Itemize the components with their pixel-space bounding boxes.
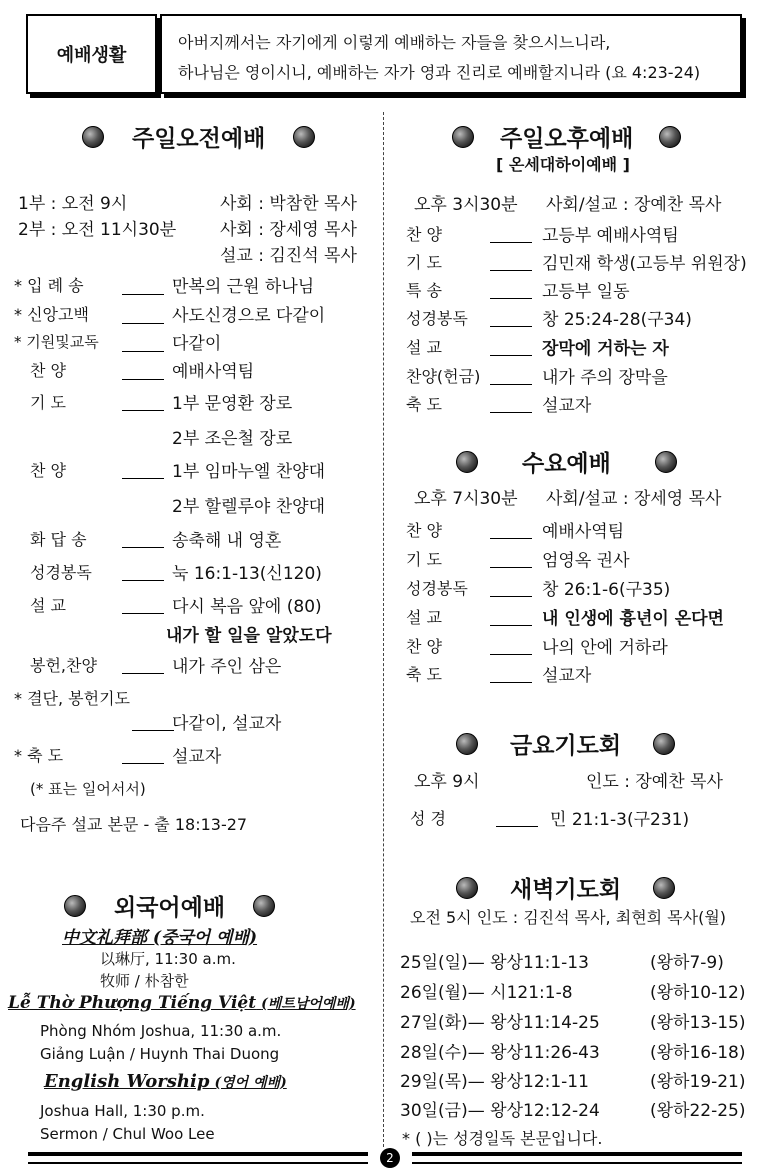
order-dash xyxy=(490,384,532,385)
dawn-title: 새벽기도회 xyxy=(456,871,675,904)
dawn-day: 29일(목)— 왕상12:1-11 xyxy=(400,1072,589,1092)
standing-note: (* 표는 일어서서) xyxy=(30,780,146,798)
english-pastor: Sermon / Chul Woo Lee xyxy=(40,1125,215,1143)
order-value: 예배사역팀 xyxy=(542,522,625,542)
order-label: 찬 양 xyxy=(30,461,66,480)
order-dash xyxy=(490,412,532,413)
bullet-circle-icon xyxy=(659,126,681,148)
order-dash xyxy=(122,478,164,479)
sermon-title: 내가 할 일을 알았도다 xyxy=(166,626,332,646)
order-label: * 축 도 xyxy=(14,746,64,765)
order-label: 축 도 xyxy=(406,665,442,684)
order-dash xyxy=(490,596,532,597)
order-label: 봉헌,찬양 xyxy=(30,656,97,675)
reading-note: * ( )는 성경일독 본문입니다. xyxy=(402,1129,603,1148)
order-label: 설 교 xyxy=(406,608,442,627)
order-value: 사도신경으로 다같이 xyxy=(172,306,326,326)
preacher: 설교 : 김진석 목사 xyxy=(220,246,357,266)
vietnamese-time: Phòng Nhóm Joshua, 11:30 a.m. xyxy=(40,1022,282,1040)
order-dash xyxy=(122,294,164,295)
order-label: 설 교 xyxy=(406,338,442,357)
order-dash xyxy=(490,355,532,356)
order-label: 찬양(헌금) xyxy=(406,367,481,386)
order-label: 찬 양 xyxy=(406,521,442,540)
order-label: 특 송 xyxy=(406,281,442,300)
dawn-reading: (왕하10-12) xyxy=(650,983,746,1003)
bullet-circle-icon xyxy=(653,877,675,899)
order-dash xyxy=(122,547,164,548)
order-value: 설교자 xyxy=(542,396,592,416)
order-dash xyxy=(490,270,532,271)
order-value: 엄영옥 권사 xyxy=(542,551,630,571)
vietnamese-pastor: Giảng Luận / Huynh Thai Duong xyxy=(40,1045,280,1063)
afternoon-leader: 사회/설교 : 장예찬 목사 xyxy=(546,195,722,215)
order-label: 기 도 xyxy=(406,550,442,569)
order-label: 찬 양 xyxy=(30,361,66,380)
chinese-time: 以琳厅, 11:30 a.m. xyxy=(100,950,236,968)
dawn-day: 28일(수)— 왕상11:26-43 xyxy=(400,1043,600,1063)
chinese-pastor: 牧师 / 朴참한 xyxy=(100,972,189,990)
order-value: 다시 복음 앞에 (80) xyxy=(172,597,322,617)
order-label: 찬 양 xyxy=(406,637,442,656)
bullet-circle-icon xyxy=(253,895,275,917)
order-value: 2부 조은철 장로 xyxy=(172,429,293,449)
wednesday-time: 오후 7시30분 xyxy=(414,489,518,509)
service-2-leader: 사회 : 장세영 목사 xyxy=(220,220,357,240)
dawn-reading: (왕하7-9) xyxy=(650,953,724,973)
dawn-info: 오전 5시 인도 : 김진석 목사, 최현희 목사(월) xyxy=(410,908,727,927)
dawn-reading: (왕하13-15) xyxy=(650,1013,746,1033)
bullet-circle-icon xyxy=(293,126,315,148)
order-label: 기 도 xyxy=(406,253,442,272)
dawn-reading: (왕하22-25) xyxy=(650,1101,746,1121)
order-value: 예배사역팀 xyxy=(172,362,255,382)
order-label: * 결단, 봉헌기도 xyxy=(14,689,130,708)
service-1-time: 1부 : 오전 9시 xyxy=(18,194,128,214)
bullet-circle-icon xyxy=(452,126,474,148)
next-week-text: 다음주 설교 본문 - 출 18:13-27 xyxy=(20,815,248,834)
bullet-circle-icon xyxy=(456,733,478,755)
bullet-circle-icon xyxy=(655,451,677,473)
order-dash xyxy=(490,298,532,299)
order-value: 내가 주의 장막을 xyxy=(542,368,668,388)
friday-scripture: 민 21:1-3(구231) xyxy=(550,810,690,830)
order-dash xyxy=(496,826,538,827)
order-dash xyxy=(122,673,164,674)
order-dash xyxy=(490,654,532,655)
dawn-reading: (왕하16-18) xyxy=(650,1043,746,1063)
order-value: 다같이, 설교자 xyxy=(172,714,282,734)
friday-time: 오후 9시 xyxy=(414,772,480,792)
order-dash xyxy=(122,323,164,324)
bullet-circle-icon xyxy=(456,451,478,473)
dawn-day: 26일(월)— 시121:1-8 xyxy=(400,983,573,1003)
order-label: * 신앙고백 xyxy=(14,305,89,324)
sermon-title: 내 인생에 흉년이 온다면 xyxy=(542,609,724,629)
order-label: * 기원및교독 xyxy=(14,333,99,351)
order-dash xyxy=(132,730,174,731)
order-label: 기 도 xyxy=(30,393,66,412)
bullet-circle-icon xyxy=(64,895,86,917)
afternoon-subtitle: [ 온세대하이예배 ] xyxy=(496,155,630,174)
order-label: 찬 양 xyxy=(406,225,442,244)
order-dash xyxy=(490,538,532,539)
order-dash xyxy=(490,682,532,683)
sermon-title: 장막에 거하는 자 xyxy=(542,339,669,359)
order-value: 1부 문영환 장로 xyxy=(172,394,293,414)
column-divider xyxy=(383,112,384,1147)
dawn-day: 27일(화)— 왕상11:14-25 xyxy=(400,1013,600,1033)
order-value: 나의 안에 거하라 xyxy=(542,638,668,658)
order-label: 성경봉독 xyxy=(406,309,468,328)
order-dash xyxy=(490,625,532,626)
order-dash xyxy=(490,567,532,568)
morning-title: 주일오전예배 xyxy=(82,120,315,153)
order-dash xyxy=(122,379,164,380)
order-value: 창 26:1-6(구35) xyxy=(542,580,671,600)
order-label: 축 도 xyxy=(406,395,442,414)
order-dash xyxy=(122,580,164,581)
verse-line-1: 아버지께서는 자기에게 이렇게 예배하는 자들을 찾으시느니라, xyxy=(178,33,611,52)
bullet-circle-icon xyxy=(653,733,675,755)
order-value: 설교자 xyxy=(542,666,592,686)
wednesday-leader: 사회/설교 : 장세영 목사 xyxy=(546,489,722,509)
page-number: 2 xyxy=(380,1148,400,1168)
vietnamese-title: Lễ Thờ Phượng Tiếng Việt (베트남어예배) xyxy=(8,993,356,1013)
order-dash xyxy=(122,410,164,411)
order-value: 김민재 학생(고등부 위원장) xyxy=(542,254,747,274)
order-label: 설 교 xyxy=(30,596,66,615)
bullet-circle-icon xyxy=(82,126,104,148)
order-label: 화 답 송 xyxy=(30,530,87,549)
order-label: * 입 례 송 xyxy=(14,276,84,295)
afternoon-title: 주일오후예배 xyxy=(452,120,681,153)
chinese-title: 中文礼拜部 (중국어 예배) xyxy=(62,928,258,948)
dawn-day: 25일(일)— 왕상11:1-13 xyxy=(400,953,589,973)
foreign-title: 외국어예배 xyxy=(64,889,275,922)
order-value: 1부 임마누엘 찬양대 xyxy=(172,462,325,482)
header-verse xyxy=(160,14,742,94)
service-1-leader: 사회 : 박참한 목사 xyxy=(220,194,357,214)
wednesday-title: 수요예배 xyxy=(456,445,677,478)
order-dash xyxy=(122,613,164,614)
order-dash xyxy=(490,242,532,243)
order-value: 고등부 예배사역팀 xyxy=(542,226,679,246)
friday-title: 금요기도회 xyxy=(456,727,675,760)
order-value: 창 25:24-28(구34) xyxy=(542,310,692,330)
footer-rule-right xyxy=(412,1152,742,1164)
bullet-circle-icon xyxy=(456,877,478,899)
dawn-day: 30일(금)— 왕상12:12-24 xyxy=(400,1101,600,1121)
order-value: 눅 16:1-13(신120) xyxy=(172,564,322,584)
order-value: 만복의 근원 하나님 xyxy=(172,277,315,297)
english-time: Joshua Hall, 1:30 p.m. xyxy=(40,1102,205,1120)
order-value: 송축해 내 영혼 xyxy=(172,531,282,551)
friday-leader: 인도 : 장예찬 목사 xyxy=(586,772,723,792)
verse-line-2: 하나님은 영이시니, 예배하는 자가 영과 진리로 예배할지니라 (요 4:23-24) xyxy=(178,63,701,82)
service-2-time: 2부 : 오전 11시30분 xyxy=(18,220,177,240)
order-value: 내가 주인 삼은 xyxy=(172,657,282,677)
order-value: 고등부 일동 xyxy=(542,282,630,302)
order-label: 성경봉독 xyxy=(406,579,468,598)
footer-rule-left xyxy=(28,1152,368,1164)
section-label: 예배생활 xyxy=(26,14,157,94)
order-value: 다같이 xyxy=(172,334,222,354)
order-dash xyxy=(122,763,164,764)
order-value: 설교자 xyxy=(172,747,222,767)
order-label: 성경봉독 xyxy=(30,563,92,582)
order-value: 2부 할렐루야 찬양대 xyxy=(172,497,325,517)
dawn-reading: (왕하19-21) xyxy=(650,1072,746,1092)
english-title: English Worship (영어 예배) xyxy=(44,1071,287,1092)
order-label: 성 경 xyxy=(410,809,446,828)
afternoon-time: 오후 3시30분 xyxy=(414,195,518,215)
order-dash xyxy=(490,326,532,327)
order-dash xyxy=(122,351,164,352)
